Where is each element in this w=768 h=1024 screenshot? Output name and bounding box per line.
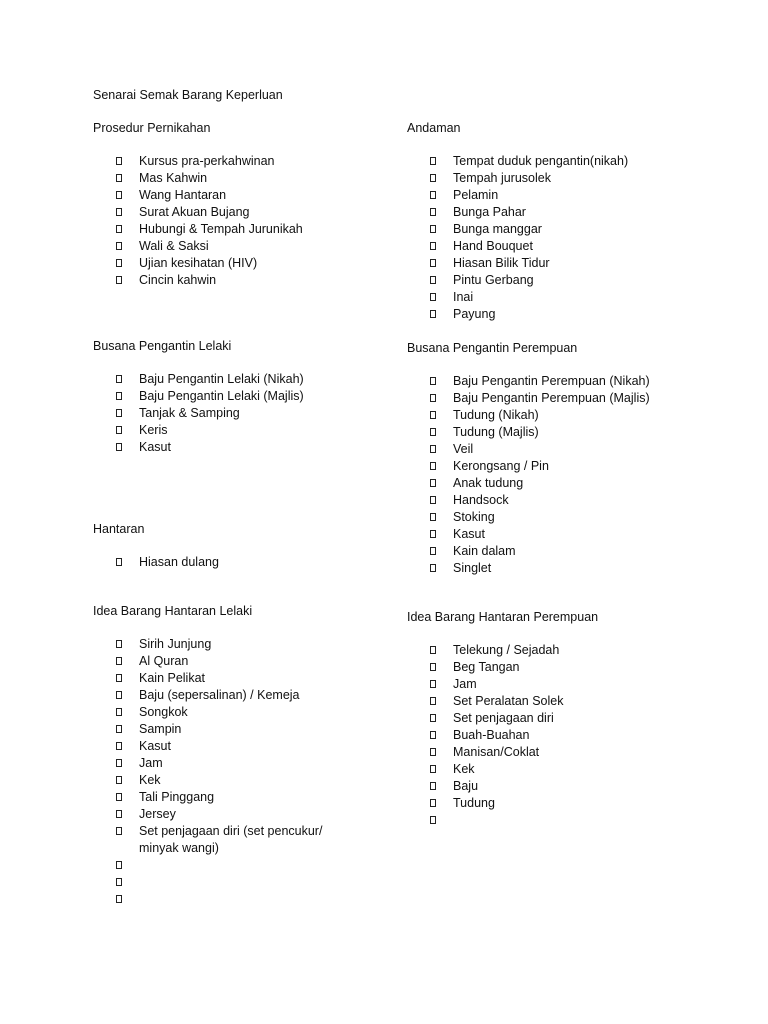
checklist-item[interactable] [93,636,393,653]
checklist-item-label: Pelamin [453,188,499,202]
checklist [93,153,393,289]
checklist-item[interactable] [93,204,393,221]
checkbox-icon[interactable] [430,394,436,402]
checkbox-icon[interactable] [116,742,122,750]
checklist-item[interactable] [93,422,393,439]
checklist-item-label: Jersey [139,807,176,821]
checklist-item[interactable] [407,153,707,170]
checkbox-icon[interactable] [430,680,436,688]
checklist-item-label: Payung [453,307,496,321]
checklist-item-label: Keris [139,423,168,437]
checkbox-icon[interactable] [116,225,122,233]
checkbox-icon[interactable] [430,547,436,555]
checklist-item-label: Kasut [453,527,485,541]
checkbox-icon[interactable] [116,759,122,767]
checklist-item-label: Hubungi & Tempah Jurunikah [139,222,303,236]
checkbox-icon[interactable] [116,157,122,165]
checkbox-icon[interactable] [430,428,436,436]
checklist-item[interactable] [93,891,393,908]
checklist-item[interactable] [407,441,707,458]
checklist-item[interactable] [93,170,393,187]
checklist-item-label: Tali Pinggang [139,790,215,804]
checklist-item[interactable] [93,755,393,772]
checklist-item-label: Veil [453,442,474,456]
checkbox-icon[interactable] [430,242,436,250]
checklist [93,636,393,908]
checklist [407,642,707,829]
section-idea-hantaran-perempuan [407,609,707,829]
checklist-item[interactable] [407,373,707,390]
checklist-item-label: Tudung (Nikah) [453,408,539,422]
section-busana-pengantin-perempuan [407,340,707,577]
checkbox-icon[interactable] [116,674,122,682]
checkbox-icon[interactable] [430,765,436,773]
checklist-item[interactable] [407,710,707,727]
checkbox-icon[interactable] [116,208,122,216]
checklist-item-label: Tanjak & Samping [139,406,240,420]
checklist-item-label: Wali & Saksi [139,239,209,253]
checklist-item-label: Hiasan dulang [139,555,219,569]
checkbox-icon[interactable] [116,426,122,434]
checklist-item[interactable] [93,238,393,255]
checklist-item[interactable] [407,642,707,659]
section-idea-hantaran-lelaki [93,603,393,908]
checklist-item[interactable] [93,806,393,823]
checklist-item[interactable] [407,170,707,187]
checkbox-icon[interactable] [116,392,122,400]
checkbox-icon[interactable] [430,276,436,284]
checkbox-icon[interactable] [116,174,122,182]
checklist-item[interactable] [407,509,707,526]
checklist-item[interactable] [407,812,707,829]
checklist [407,373,707,577]
checkbox-icon[interactable] [430,293,436,301]
checklist-item-label: Hiasan Bilik Tidur [453,256,550,270]
page-title: Senarai Semak Barang Keperluan [93,88,283,102]
checklist-item-label: Kerongsang / Pin [453,459,549,473]
checklist-item[interactable] [93,388,393,405]
checklist [93,371,393,456]
checklist-item-label: Beg Tangan [453,660,520,674]
checkbox-icon[interactable] [116,640,122,648]
checklist-item[interactable] [93,439,393,456]
checkbox-icon[interactable] [116,259,122,267]
checklist-item-label: Tudung [453,796,495,810]
checklist-item-label: Jam [453,677,477,691]
checklist-item[interactable] [93,789,393,806]
checklist-item[interactable] [93,721,393,738]
checkbox-icon[interactable] [430,157,436,165]
checklist-item-label: Kursus pra-perkahwinan [139,154,275,168]
checklist-item-label: Baju [453,779,479,793]
section-heading: Prosedur Pernikahan [93,121,211,135]
checklist-item-label: Cincin kahwin [139,273,217,287]
checkbox-icon[interactable] [430,731,436,739]
checklist-item[interactable] [407,238,707,255]
checklist-item[interactable] [93,704,393,721]
checkbox-icon[interactable] [116,878,122,886]
checkbox-icon[interactable] [430,225,436,233]
checklist-item-label: Bunga manggar [453,222,542,236]
checklist-item-label: Songkok [139,705,188,719]
checklist-item[interactable] [407,693,707,710]
section-heading: Busana Pengantin Perempuan [407,341,578,355]
checklist-item[interactable] [93,772,393,789]
checklist-item-label: Jam [139,756,163,770]
checklist-item[interactable] [407,255,707,272]
checkbox-icon[interactable] [116,558,122,566]
checklist-item[interactable] [93,255,393,272]
checkbox-icon[interactable] [430,646,436,654]
checklist-item[interactable] [407,187,707,204]
checklist-item[interactable] [93,153,393,170]
checkbox-icon[interactable] [116,409,122,417]
checklist-item-label: Anak tudung [453,476,524,490]
checklist-item[interactable] [407,543,707,560]
section-andaman [407,120,707,323]
checkbox-icon[interactable] [430,663,436,671]
checklist-item[interactable] [93,187,393,204]
checkbox-icon[interactable] [430,513,436,521]
checklist-item[interactable] [407,407,707,424]
checklist-item-label: Mas Kahwin [139,171,208,185]
checklist-item-label: Set Peralatan Solek [453,694,564,708]
checklist-item-label: Baju Pengantin Lelaki (Majlis) [139,389,304,403]
checklist-item-label: Hand Bouquet [453,239,533,253]
checklist-item-label: Tudung (Majlis) [453,425,539,439]
checklist-item[interactable] [407,761,707,778]
checkbox-icon[interactable] [116,810,122,818]
checklist-item[interactable] [407,560,707,577]
checkbox-icon[interactable] [116,191,122,199]
checklist [407,153,707,323]
checklist-item-label: Baju Pengantin Perempuan (Nikah) [453,374,650,388]
checklist-item-label: Wang Hantaran [139,188,227,202]
checklist-item[interactable] [407,204,707,221]
checklist [93,554,393,571]
checkbox-icon[interactable] [430,799,436,807]
checkbox-icon[interactable] [430,714,436,722]
checklist-item-label: Inai [453,290,474,304]
checklist-item[interactable] [93,874,393,891]
checkbox-icon[interactable] [116,691,122,699]
checkbox-icon[interactable] [430,445,436,453]
checklist-item[interactable] [407,659,707,676]
checklist-item-label: Tempah jurusolek [453,171,551,185]
section-heading: Hantaran [93,522,145,536]
checklist-item-label: Stoking [453,510,495,524]
checkbox-icon[interactable] [116,793,122,801]
checkbox-icon[interactable] [430,377,436,385]
checklist-item-label: Kasut [139,440,171,454]
checklist-item[interactable] [407,676,707,693]
checklist-item[interactable] [93,823,393,857]
checklist-item[interactable] [93,687,393,704]
checkbox-icon[interactable] [430,816,436,824]
checklist-item-label: Al Quran [139,654,189,668]
checkbox-icon[interactable] [430,208,436,216]
checkbox-icon[interactable] [116,276,122,284]
checklist-item-label: Kek [139,773,161,787]
checklist-item[interactable] [407,778,707,795]
checkbox-icon[interactable] [116,443,122,451]
checkbox-icon[interactable] [430,697,436,705]
checkbox-icon[interactable] [430,782,436,790]
checkbox-icon[interactable] [430,530,436,538]
checklist-item[interactable] [93,221,393,238]
checklist-item[interactable] [93,857,393,874]
checklist-item[interactable] [93,371,393,388]
checklist-item[interactable] [93,653,393,670]
checklist-item[interactable] [93,405,393,422]
checklist-item[interactable] [407,475,707,492]
checkbox-icon[interactable] [430,564,436,572]
checkbox-icon[interactable] [430,748,436,756]
checkbox-icon[interactable] [430,310,436,318]
checklist-item-label: Sampin [139,722,182,736]
checklist-item[interactable] [93,554,393,571]
checkbox-icon[interactable] [430,174,436,182]
section-hantaran [93,521,393,571]
checkbox-icon[interactable] [430,479,436,487]
checklist-item-label: Ujian kesihatan (HIV) [139,256,258,270]
checkbox-icon[interactable] [116,861,122,869]
section-prosedur-pernikahan [93,120,393,289]
checklist-item[interactable] [407,289,707,306]
checklist-item-label: Pintu Gerbang [453,273,534,287]
checklist-item-label: Buah-Buahan [453,728,530,742]
checklist-item-label: Telekung / Sejadah [453,643,560,657]
checklist-item-label: Kek [453,762,475,776]
checklist-item-label: Manisan/Coklat [453,745,540,759]
checkbox-icon[interactable] [116,708,122,716]
checklist-item-label: Bunga Pahar [453,205,526,219]
checklist-item[interactable] [407,458,707,475]
checklist-item-label: Tempat duduk pengantin(nikah) [453,154,629,168]
checklist-item-label: Baju Pengantin Lelaki (Nikah) [139,372,304,386]
checkbox-icon[interactable] [116,657,122,665]
checklist-item[interactable] [93,272,393,289]
checklist-item-label: Singlet [453,561,492,575]
checklist-item-label: Baju (sepersalinan) / Kemeja [139,688,300,702]
checklist-item[interactable] [407,492,707,509]
checkbox-icon[interactable] [430,411,436,419]
checklist-item[interactable] [407,306,707,323]
checklist-item[interactable] [407,272,707,289]
checklist-item-label: Set penjagaan diri [453,711,554,725]
checkbox-icon[interactable] [430,259,436,267]
checkbox-icon[interactable] [430,496,436,504]
checklist-item-label: Baju Pengantin Perempuan (Majlis) [453,391,650,405]
checkbox-icon[interactable] [116,375,122,383]
checklist-item-label: Kain Pelikat [139,671,206,685]
checklist-item-label: Handsock [453,493,509,507]
section-busana-pengantin-lelaki [93,338,393,456]
checklist-item-label: Sirih Junjung [139,637,212,651]
checklist-item-label: Kain dalam [453,544,516,558]
checklist-item[interactable] [407,526,707,543]
checklist-item[interactable] [93,670,393,687]
checkbox-icon[interactable] [116,242,122,250]
checkbox-icon[interactable] [430,462,436,470]
checkbox-icon[interactable] [116,725,122,733]
checkbox-icon[interactable] [116,895,122,903]
checklist-item[interactable] [407,424,707,441]
checkbox-icon[interactable] [430,191,436,199]
checklist-item[interactable] [407,744,707,761]
checkbox-icon[interactable] [116,776,122,784]
checklist-item-label: Set penjagaan diri (set pencukur/ minyak wangi) [139,824,323,855]
section-heading: Idea Barang Hantaran Lelaki [93,604,253,618]
checklist-item[interactable] [407,795,707,812]
section-heading: Busana Pengantin Lelaki [93,339,232,353]
section-heading: Andaman [407,121,461,135]
checklist-item-label: Surat Akuan Bujang [139,205,250,219]
checklist-item[interactable] [407,727,707,744]
checklist-item[interactable] [407,390,707,407]
checklist-item[interactable] [93,738,393,755]
checklist-item[interactable] [407,221,707,238]
checklist-item-label: Kasut [139,739,171,753]
checkbox-icon[interactable] [116,827,122,835]
section-heading: Idea Barang Hantaran Perempuan [407,610,599,624]
